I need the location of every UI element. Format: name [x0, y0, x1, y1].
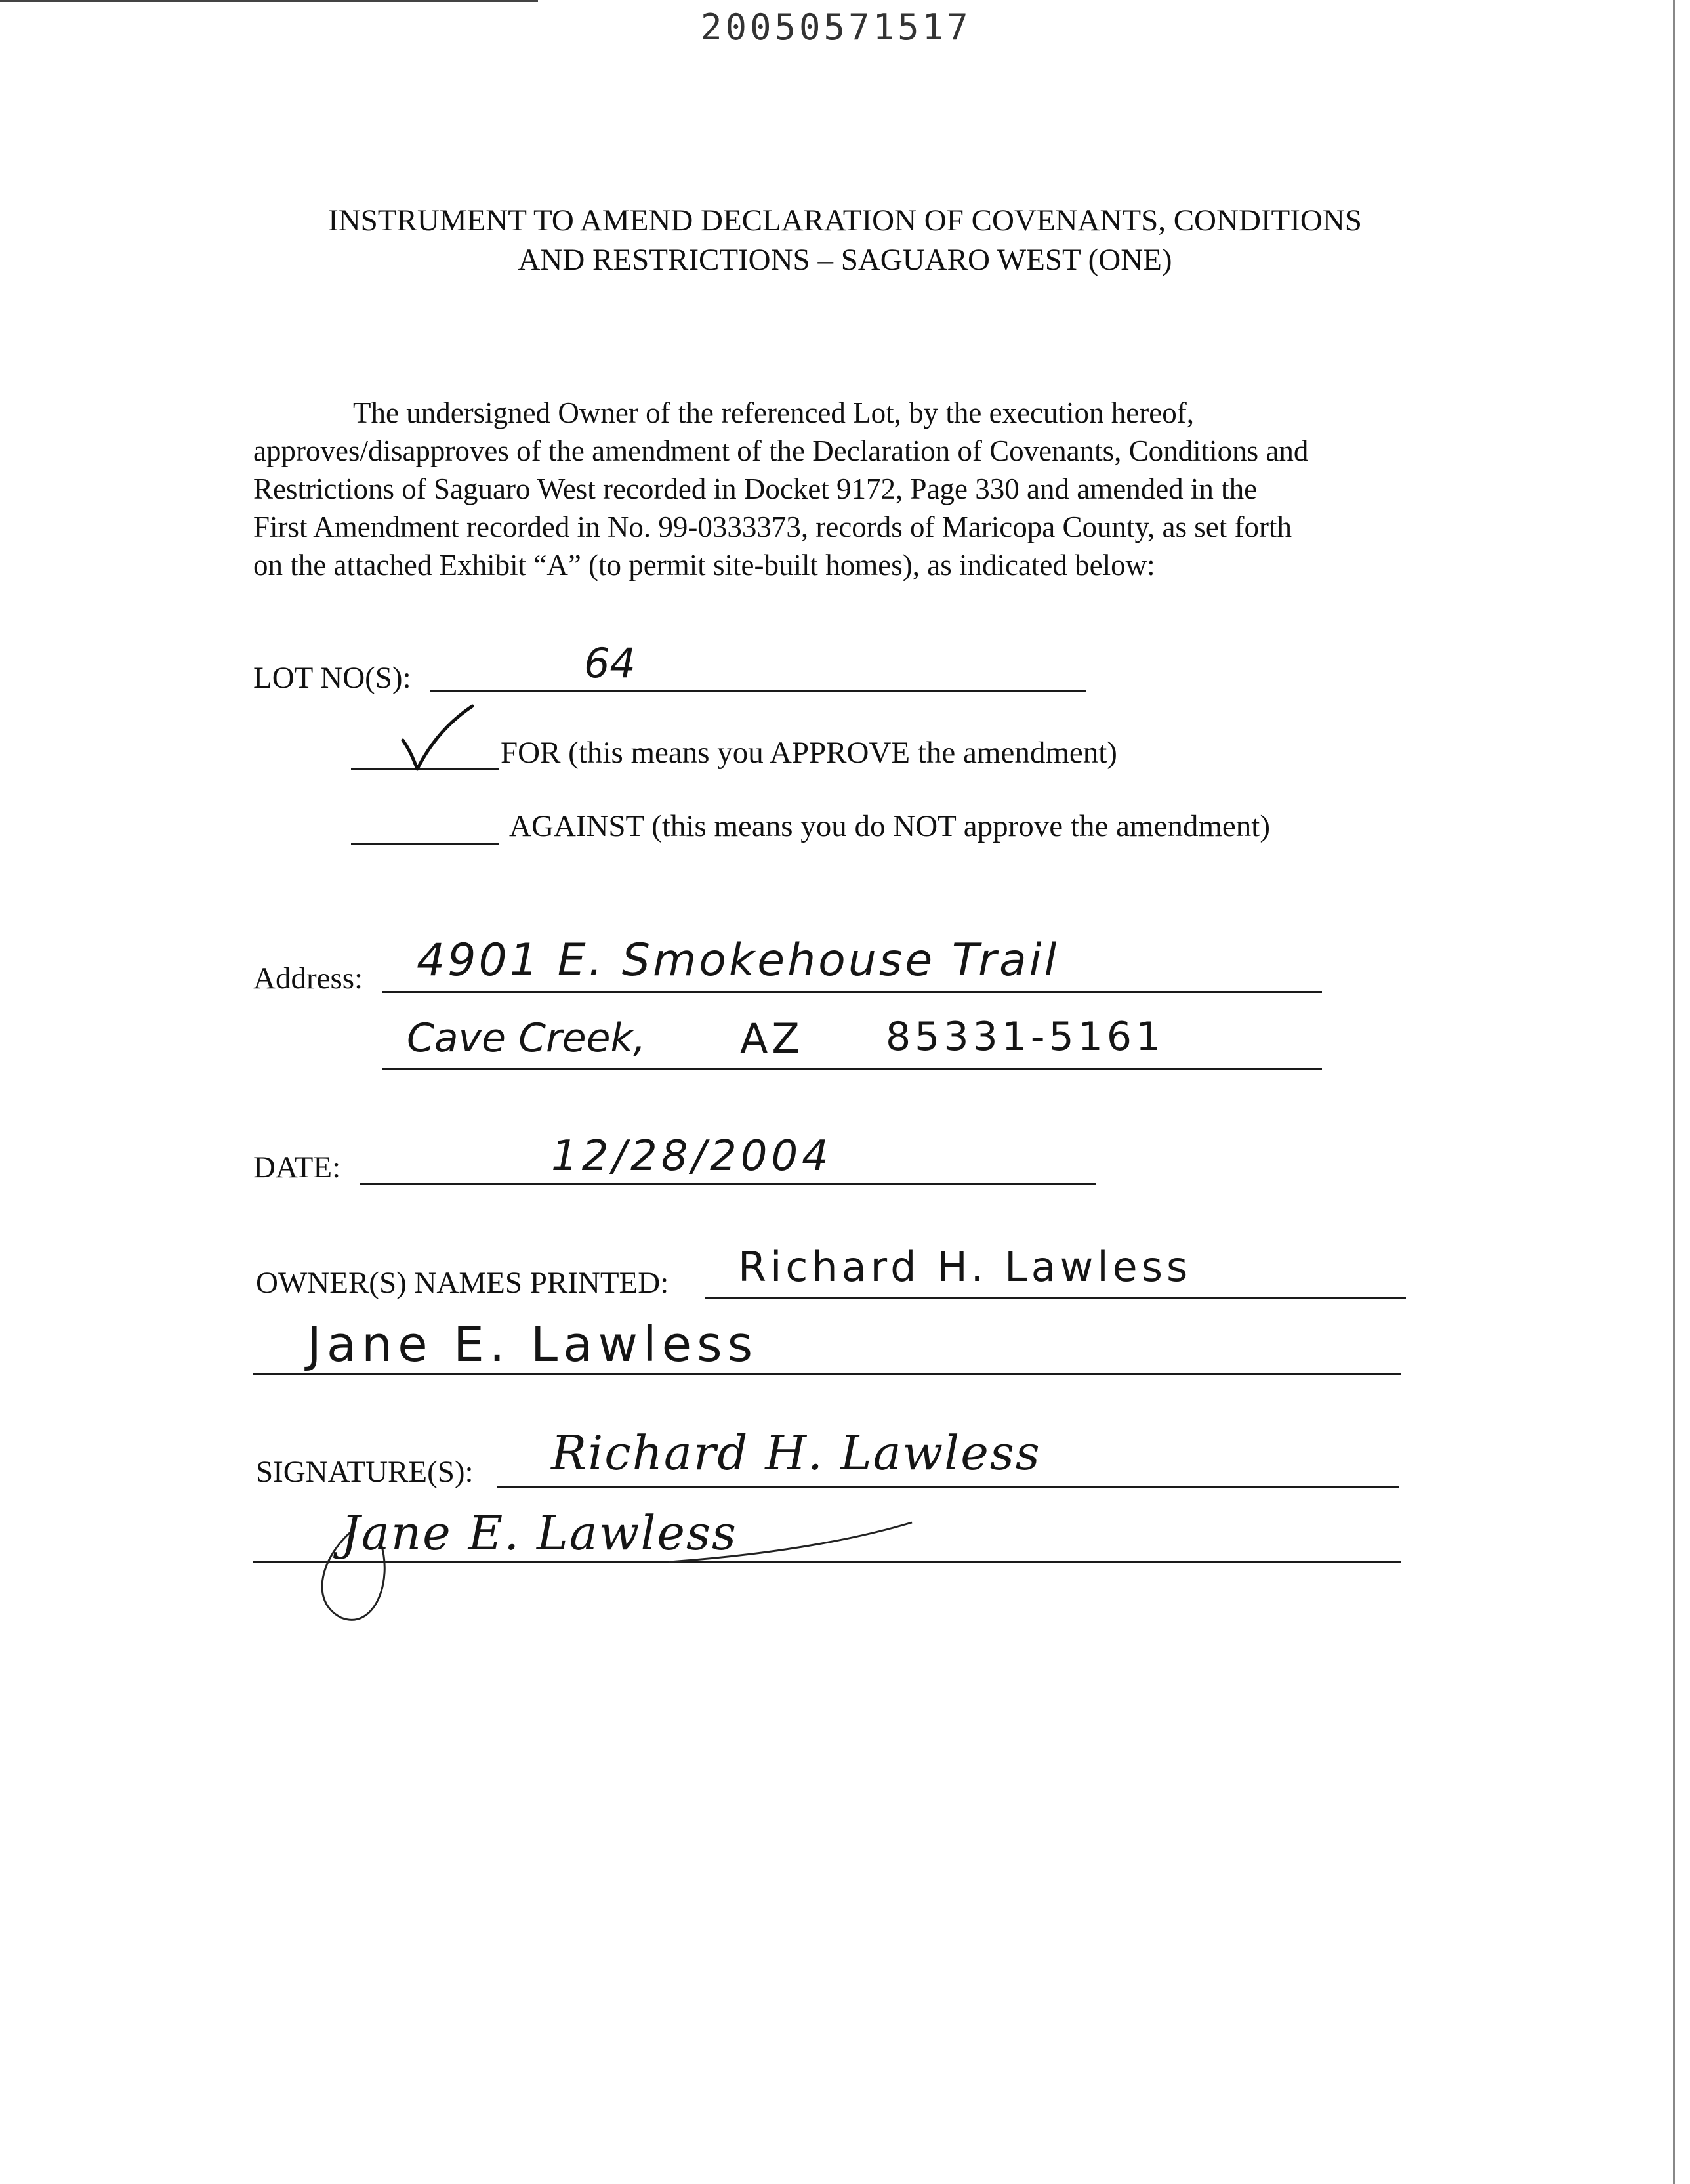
address-zip-value[interactable]: 85331-5161: [886, 1014, 1165, 1060]
owner2-printed-name[interactable]: Jane E. Lawless: [307, 1316, 758, 1373]
for-option-label: FOR (this means you APPROVE the amendment): [501, 736, 1117, 770]
body-line-4: First Amendment recorded in No. 99-0333373, records of Maricopa County, as set forth: [253, 511, 1292, 543]
lot-label: LOT NO(S):: [253, 661, 411, 695]
body-paragraph: [253, 394, 1441, 584]
against-blank-line[interactable]: [351, 843, 499, 845]
address-city-value[interactable]: Cave Creek,: [407, 1015, 646, 1061]
date-line: [360, 1183, 1096, 1185]
address-state-value[interactable]: AZ: [740, 1015, 804, 1062]
owner2-line: [253, 1373, 1401, 1375]
body-line-5: on the attached Exhibit “A” (to permit site-built homes), as indicated below:: [253, 549, 1155, 581]
date-label: DATE:: [253, 1150, 341, 1185]
owner1-printed-name[interactable]: Richard H. Lawless: [738, 1243, 1192, 1291]
checkmark-icon[interactable]: [394, 702, 479, 774]
signature2[interactable]: Jane E. Lawless: [341, 1505, 737, 1561]
lot-line: [430, 690, 1086, 692]
address-label: Address:: [253, 961, 363, 996]
signature1-line: [497, 1486, 1399, 1488]
address-line-2-rule: [382, 1068, 1322, 1070]
address-line-1-rule: [382, 991, 1322, 993]
scan-edge-line-top: [0, 0, 538, 2]
document-number: 20050571517: [701, 7, 972, 48]
against-option-label: AGAINST (this means you do NOT approve the amendment): [509, 809, 1270, 843]
body-line-1: The undersigned Owner of the referenced Lot, by the execution hereof,: [353, 396, 1194, 429]
owners-printed-label: OWNER(S) NAMES PRINTED:: [256, 1266, 669, 1300]
owner1-line: [705, 1297, 1406, 1299]
document-title-line-2: AND RESTRICTIONS – SAGUARO WEST (ONE): [518, 243, 1172, 277]
document-title-line-1: INSTRUMENT TO AMEND DECLARATION OF COVENANTS, CONDITIONS: [328, 203, 1362, 238]
body-line-2: approves/disapproves of the amendment of the Declaration of Covenants, Conditions and: [253, 434, 1309, 467]
signatures-label: SIGNATURE(S):: [256, 1455, 474, 1489]
address-line-1-value[interactable]: 4901 E. Smokehouse Trail: [417, 934, 1060, 986]
date-value[interactable]: 12/28/2004: [551, 1132, 833, 1181]
lot-value[interactable]: 64: [584, 639, 636, 687]
signature1[interactable]: Richard H. Lawless: [551, 1425, 1041, 1480]
body-line-3: Restrictions of Saguaro West recorded in Docket 9172, Page 330 and amended in the: [253, 472, 1258, 505]
scan-edge-line-right: [1673, 0, 1675, 2184]
